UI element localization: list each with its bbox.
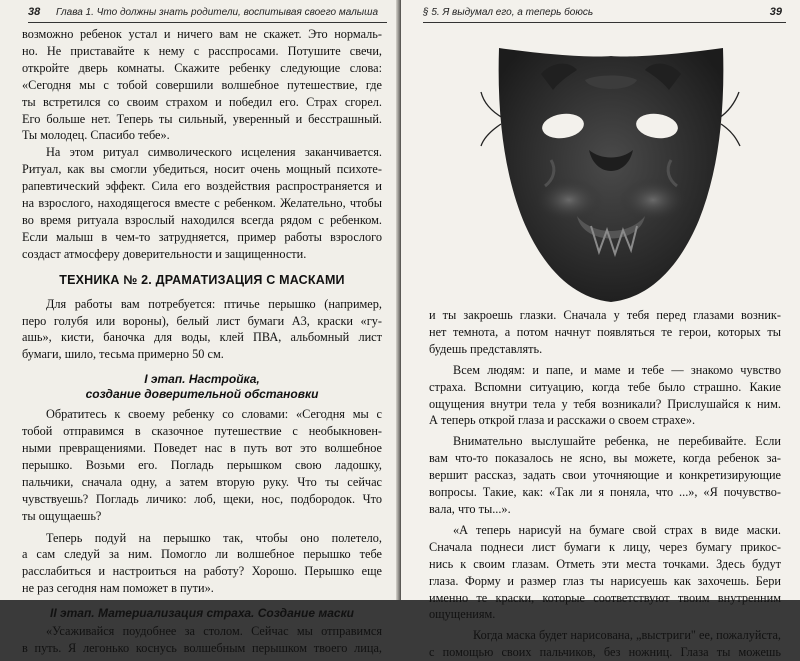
right-running-title: § 5. Я выдумал его, а теперь боюсь [423, 7, 594, 18]
right-page [401, 0, 800, 660]
text-line: с помощью своих пальчиков, без ножниц. Глаза ты можешь [429, 645, 781, 660]
paragraph-ritual-effect [22, 144, 382, 262]
text-line: и ты закроешь глазки. Сначала у тебя перед глазами возник- [429, 308, 781, 322]
text-line: вопросы. Такие, как: «Так ли я поняла, что ...», «Я почувство- [429, 485, 781, 500]
stage2-heading: II этап. Материализация страха. Создание маски [49, 606, 354, 621]
paragraph-listen [429, 433, 781, 518]
text-line: ными превращениями. Поведет нас в путь вот это волшебное [22, 441, 382, 456]
text-line: а сам следуй за ним. Помогло ли волшебное перышко тебе [22, 547, 382, 562]
paragraph-close-eyes [429, 307, 781, 358]
text-line: Теперь подуй на перышко так, чтобы оно полетело, [46, 530, 382, 545]
mask-image [481, 40, 741, 305]
text-line: ашь», кисти, баночка для воды, клей ПВА, альбомный лист [22, 330, 382, 345]
paragraph-feather [22, 406, 382, 524]
text-line: Внимательно выслушайте ребенка, не перебивайте. Если [453, 434, 781, 449]
paragraph-blow-feather [22, 530, 382, 598]
text-line: ощущениям. [429, 607, 496, 622]
text-line: в путь. Я легонько коснусь волшебным перышком твоего лица, [22, 641, 382, 656]
stage1-heading-line2: создание доверительной обстановки [85, 387, 319, 402]
text-line: ты встретился со своим страхом и победил его. Страх сгорел. [22, 94, 382, 109]
text-line: нись к своим глазам. Отметь эти места точками. Здесь будут [429, 556, 781, 571]
text-line: Сначала поднеси лист бумаги к лицу, через бумагу прикос- [429, 539, 781, 554]
right-page-body [429, 307, 781, 661]
text-line: Когда маска будет нарисована, „выстриги" ее, пожалуйста, [473, 628, 781, 643]
text-line: возможно ребенок устал и ничего вам не скажет. Это нормаль- [22, 27, 382, 41]
text-line: Для работы вам потребуется: птичье перышко (например, [46, 296, 382, 311]
text-line: вам что-то показалось не ясно, вы можете, когда ребенок за- [429, 451, 781, 466]
text-line: «Усаживайся поудобнее за столом. Сейчас мы отправимся [46, 624, 382, 639]
text-line: вершит рассказ, задать свои уточняющие и конкретизирующие [429, 468, 781, 483]
left-page-number: 38 [28, 6, 41, 18]
text-line: будешь представлять. [429, 341, 543, 356]
paragraph-sit-down [22, 623, 382, 657]
text-line: создаст атмосферу доверительности и защищенности. [22, 246, 307, 261]
stage1-heading [22, 372, 382, 402]
text-line: Если малыш в чем-то затрудняется, пример работы взрослого [22, 229, 382, 244]
text-line: пальчики, сначала одну, а затем вторую руку. Что ты сейчас [22, 474, 382, 489]
paragraph-ritual-end [22, 26, 382, 144]
text-line: А теперь открой глаза и расскажи о своем страхе». [429, 413, 696, 428]
paragraph-fear-feeling [429, 362, 781, 430]
text-line: страха. Вспомни ситуацию, когда тебе было страшно. Какие [429, 379, 781, 394]
text-line: расслабиться и настроиться на работу? Хорошо. Перышко еще [22, 564, 382, 579]
mask-illustration [481, 40, 741, 305]
text-line: Обратитесь к своему ребенку со словами: «Сегодня мы с [46, 407, 382, 422]
technique-heading: ТЕХНИКА № 2. ДРАМАТИЗАЦИЯ С МАСКАМИ [59, 272, 345, 287]
text-line: глаза. Форму и размер глаз ты нарисуешь как захочешь. Бери [429, 573, 781, 588]
paragraph-materials [22, 296, 382, 364]
text-line: во время ритуала взрослый находился всегда рядом с ребенком. [22, 212, 382, 227]
left-page-body [22, 26, 382, 657]
text-line: нет темнота, а потом начнут появляться те герои, которых ты [429, 324, 781, 339]
text-line: ощущения внутри тела у тебя возникали? Прислушайся к ним. [429, 396, 781, 411]
text-line: ты ощущаешь? [22, 508, 102, 523]
text-line: перо голубя или вороны), белый лист бумаги А3, краски «гу- [22, 313, 382, 328]
text-line: чувствуешь? Погладь личико: лоб, щеки, нос, подбородок. Что [22, 491, 382, 506]
text-line: Ритуал, как вы смогли убедиться, носит очень мощный психоте- [22, 162, 382, 177]
right-page-number: 39 [769, 6, 782, 18]
left-page [0, 0, 399, 656]
left-running-header [28, 6, 387, 23]
text-line: «Сегодня мы с тобой совершили волшебное путешествие, где [22, 77, 382, 92]
text-line: Всем людям: и папе, и маме и тебе — знакомо чувство [453, 362, 781, 377]
text-line: вала, что ты...». [429, 501, 511, 516]
text-line: именно те краски, которые соответствуют твоим внутренним [429, 590, 781, 605]
stage1-heading-line1: I этап. Настройка, [144, 372, 260, 387]
text-line: «А теперь нарисуй на бумаге свой страх в виде маски. [453, 522, 781, 537]
text-line: На этом ритуал символического исцеления заканчивается. [46, 145, 382, 160]
text-line: тобой отправимся в сказочное путешествие с необыкновен- [22, 424, 382, 439]
text-line: Его больше нет. Теперь ты сильный, уверенный и бесстрашный. [22, 111, 382, 126]
paragraph-draw-mask [429, 522, 781, 623]
text-line: откройте дверь комнаты. Скажите ребенку следующие слова: [22, 60, 382, 75]
right-running-header [423, 6, 786, 23]
text-line: рапевтический эффект. Сила его воздействия распространяется и [22, 179, 382, 194]
text-line: на взрослого, находящегося вместе с ребенком. Желательно, чтобы [22, 196, 382, 211]
text-line: бумаги, шило, тесьма примерно 50 см. [22, 347, 224, 362]
text-line: не раз сегодня нам поможет в пути». [22, 581, 214, 596]
text-line: но. Не приставайте к нему с расспросами. Потушите свечи, [22, 43, 382, 58]
paragraph-cut-out [429, 627, 781, 661]
text-line: Ты молодец. Спасибо тебе». [22, 128, 170, 143]
left-running-title: Глава 1. Что должны знать родители, воспитывая своего малыша [56, 7, 379, 18]
text-line: перышко. Возьми его. Погладь перышком свою ладошку, [22, 457, 382, 472]
